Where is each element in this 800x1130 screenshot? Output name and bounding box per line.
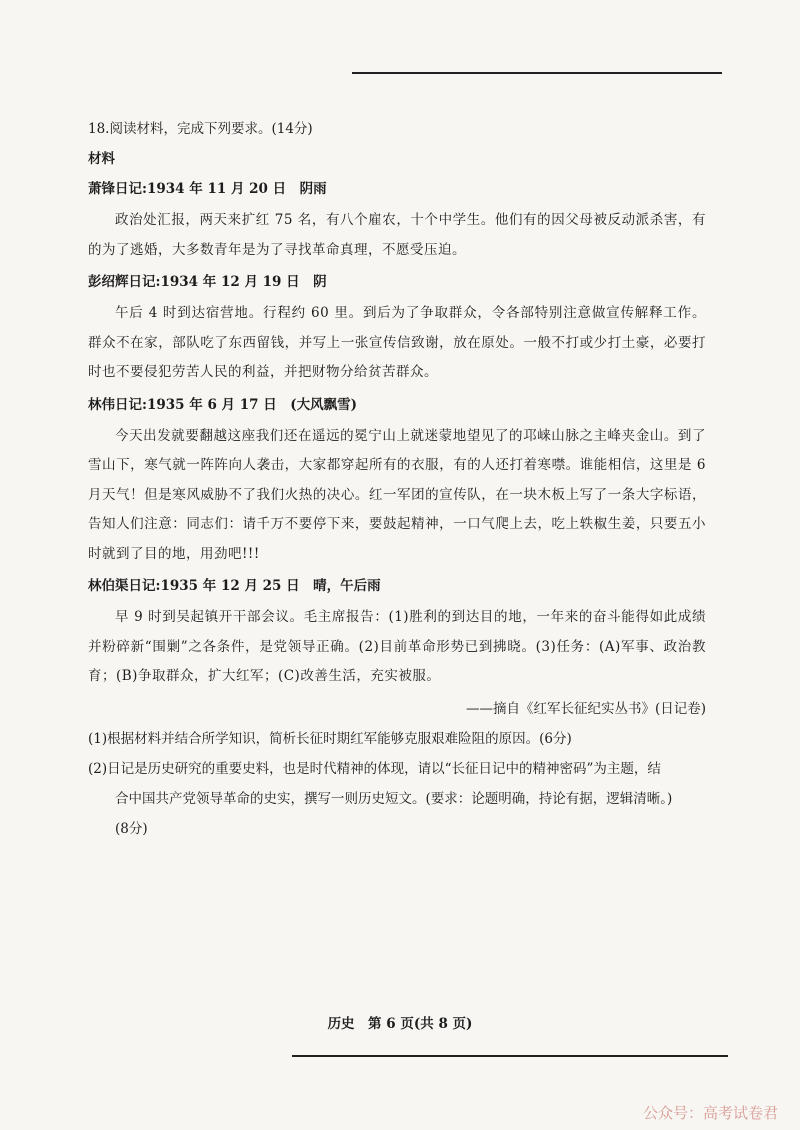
diary-paragraph: 午后 4 时到达宿营地。行程约 60 里。到后为了争取群众，令各部特别注意做宣传解释工作。群众不在家，部队吃了东西留钱，并写上一张宣传信致谢，放在原处。一般不打或少打土豪，必要打时也不要侵犯劳苦人民的利益，并把财物分给贫苦群众。 <box>88 305 706 380</box>
sub-questions <box>88 724 706 844</box>
material-source: ——摘自《红军长征纪实丛书》(日记卷) <box>465 700 706 717</box>
header-rule <box>352 72 722 74</box>
watermark: 公众号：高考试卷君 <box>642 1104 778 1122</box>
sub-question-text: (1)根据材料并结合所学知识，简析长征时期红军能够克服艰难险阻的原因。(6分) <box>88 730 572 747</box>
footer-rule <box>292 1055 728 1057</box>
sub-question-points: (8分) <box>115 820 148 837</box>
sub-question-continuation: 合中国共产党领导革命的史实，撰写一则历史短文。(要求：论题明确，持论有据，逻辑清晰。) <box>115 790 673 807</box>
diary-heading: 萧锋日记:1934 年 11 月 20 日 阴雨 <box>88 181 327 197</box>
sub-question-2 <box>88 754 706 844</box>
question-18 <box>88 118 706 844</box>
sub-question-1 <box>88 724 706 754</box>
diary-paragraph: 早 9 时到吴起镇开干部会议。毛主席报告：(1)胜利的到达目的地，一年来的奋斗能得如此成绩并粉碎新“围剿”之各条件，是党领导正确。(2)目前革命形势已到拂晓。(3)任务：(A)军事、政治教育；(B)争取群众，扩大红军；(C)改善生活，充实被服。 <box>88 609 706 684</box>
diary-heading: 林伟日记:1935 年 6 月 17 日 (大风飘雪) <box>88 396 358 413</box>
diary-heading: 彭绍辉日记:1934 年 12 月 19 日 阴 <box>88 274 327 290</box>
diary-paragraph: 今天出发就要翻越这座我们还在遥远的冕宁山上就迷蒙地望见了的邛崃山脉之主峰夹金山。到了雪山下，寒气就一阵阵向人袭击，大家都穿起所有的衣服，有的人还打着寒噤。谁能相信，这里是 6 月天气！但是寒风威胁不了我们火热的决心。红一军团的宣传队，在一块木板上写了一条大字标语，告知人们注意：同志们：请千万不要停下来，要鼓起精神，一口气爬上去，吃上轶椒生姜，只要五小时就到了目的地，用劲吧!!! <box>88 427 706 562</box>
diary-heading: 林伯渠日记:1935 年 12 月 25 日 晴，午后雨 <box>88 578 381 594</box>
diary-paragraph: 政治处汇报，两天来扩红 75 名，有八个雇农，十个中学生。他们有的因父母被反动派杀害，有的为了逃婚，大多数青年是为了寻找革命真理，不愿受压迫。 <box>88 212 706 258</box>
sub-question-text: (2)日记是历史研究的重要史料，也是时代精神的体现，请以“长征日记中的精神密码”为主题，结 <box>88 760 661 777</box>
question-title: 18.阅读材料，完成下列要求。(14分) <box>88 121 313 137</box>
page-footer: 历史 第 6 页(共 8 页) <box>327 1016 473 1032</box>
material-label: 材料 <box>88 151 115 167</box>
